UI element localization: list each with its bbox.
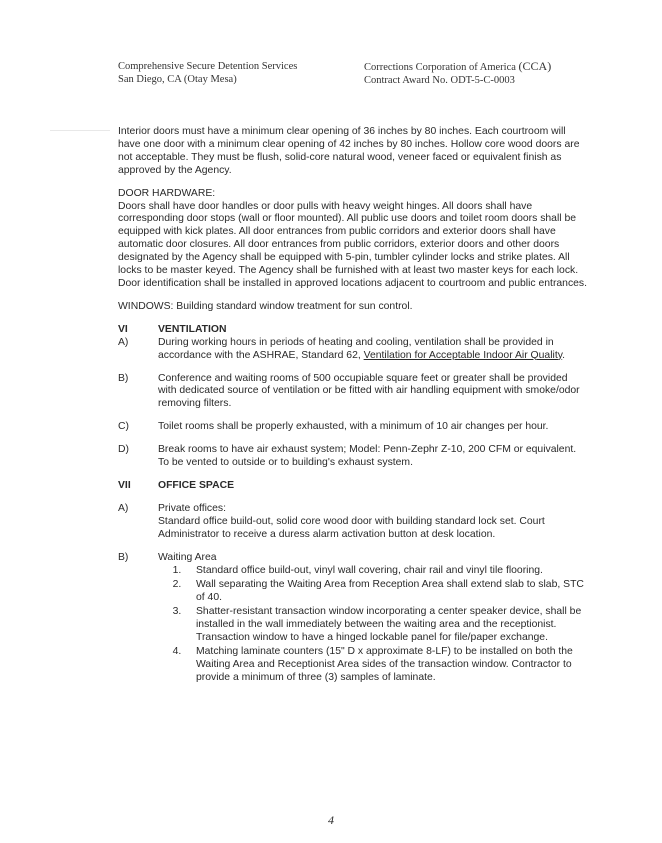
scan-artifact-line: [50, 130, 110, 131]
section-number: VII: [118, 479, 131, 491]
item-label: A): [118, 502, 129, 514]
item-text-pre: During working hours in periods of heating and cooling, ventilation shall be provided in accordance with the ASHRAE, Standard 62,: [158, 336, 554, 361]
windows-paragraph: WINDOWS: Building standard window treatment for sun control.: [118, 300, 413, 312]
item-text: [158, 337, 588, 363]
sub-item-number: 4.: [172, 645, 182, 657]
header-left-line1: Comprehensive Secure Detention Services: [118, 61, 298, 72]
sub-item: [158, 646, 588, 685]
list-item: [118, 503, 588, 542]
sub-item: [158, 565, 588, 578]
section-number: VI: [118, 323, 128, 335]
header-left-line2: San Diego, CA (Otay Mesa): [118, 74, 237, 85]
sub-item-number: 3.: [172, 606, 182, 618]
header-right-line1: [364, 60, 551, 74]
list-item: [118, 552, 588, 685]
item-heading: Private offices:: [158, 502, 226, 514]
section-title: VENTILATION: [158, 323, 227, 335]
item-label: A): [118, 336, 129, 348]
section-vii-heading: [118, 480, 588, 493]
item-label: C): [118, 421, 129, 433]
item-text: [158, 552, 588, 685]
item-label: B): [118, 372, 129, 384]
sub-item-number: 1.: [172, 565, 182, 577]
header-right-org: Corrections Corporation of America: [364, 62, 519, 73]
sub-item-text: Wall separating the Waiting Area from Reception Area shall extend slab to slab, STC of 40.: [196, 579, 584, 604]
sub-item: [158, 606, 588, 645]
list-item: [118, 444, 588, 470]
header-right-abbr: (CCA): [518, 59, 552, 73]
header-right-line2: Contract Award No. ODT-5-C-0003: [364, 75, 515, 86]
item-heading: Waiting Area: [158, 551, 217, 563]
sub-item-text: Standard office build-out, vinyl wall covering, chair rail and vinyl tile flooring.: [196, 565, 543, 577]
ashrae-standard-title: Ventilation for Acceptable Indoor Air Quality: [363, 349, 563, 361]
item-label: B): [118, 551, 129, 563]
item-text: Break rooms to have air exhaust system; Model: Penn-Zephr Z-10, 200 CFM or equivalent. To be vented to outside or to building's exhaust system.: [158, 444, 577, 469]
list-item: [118, 421, 588, 434]
item-label: D): [118, 444, 129, 456]
sub-item-number: 2.: [172, 579, 182, 591]
list-item: [118, 373, 588, 412]
sub-item-text: Shatter-resistant transaction window incorporating a center speaker device, shall be installed in the wall immediately between the waiting area and the receptionist. Transaction window to have a hinged lockable panel for file/paper exchange.: [196, 606, 582, 643]
item-text-post: .: [562, 349, 566, 361]
header-left: [118, 60, 297, 86]
door-hardware-block: [118, 188, 588, 291]
document-body: [118, 126, 588, 695]
page-number: 4: [328, 813, 334, 827]
door-hardware-heading: DOOR HARDWARE:: [118, 187, 216, 199]
item-text: Toilet rooms shall be properly exhausted, with a minimum of 10 air changes per hour.: [158, 421, 549, 433]
header-right: [364, 60, 551, 87]
item-body: Standard office build-out, solid core wood door with building standard lock set. Court Administrator to receive a duress alarm activation button at desk location.: [158, 515, 545, 540]
sub-item: [158, 579, 588, 605]
section-vi-heading: [118, 324, 588, 337]
item-text: [158, 503, 588, 542]
section-title: OFFICE SPACE: [158, 479, 235, 491]
intro-paragraph: Interior doors must have a minimum clear opening of 36 inches by 80 inches. Each courtroom will have one door with a minimum clear opening of 42 inches by 80 inches. Hollow core wood doors are not acceptable. They must be flush, solid-core natural wood, veneer faced or equivalent finish as approved by the Agency.: [118, 126, 580, 176]
item-text: Conference and waiting rooms of 500 occupiable square feet or greater shall be provided with dedicated source of ventilation or be fitted with air handling equipment with smoke/odor removing filters.: [158, 372, 580, 410]
sub-item-text: Matching laminate counters (15" D x approximate 8-LF) to be installed on both the Waiting Area and Receptionist Area sides of the transaction window. Contractor to provide a minimum of three (3) samples of laminate.: [196, 645, 573, 683]
list-item: [118, 337, 588, 363]
door-hardware-text: Doors shall have door handles or door pulls with heavy weight hinges. All doors shall have corresponding door stops (wall or floor mounted). All public use doors and toilet room doors shall be equipped with kick plates. All door entrances from public corridors and exterior doors shall have automatic door closures. All door entrances from public corridors, exterior doors and other doors designated by the Agency shall be equipped with 5-pin, tumbler cylinder locks and strike plates. All locks to be master keyed. The Agency shall be furnished with at least two master keys for each lock. Door identification shall be installed in approved locations adjacent to courtroom and public entrances.: [118, 200, 588, 289]
